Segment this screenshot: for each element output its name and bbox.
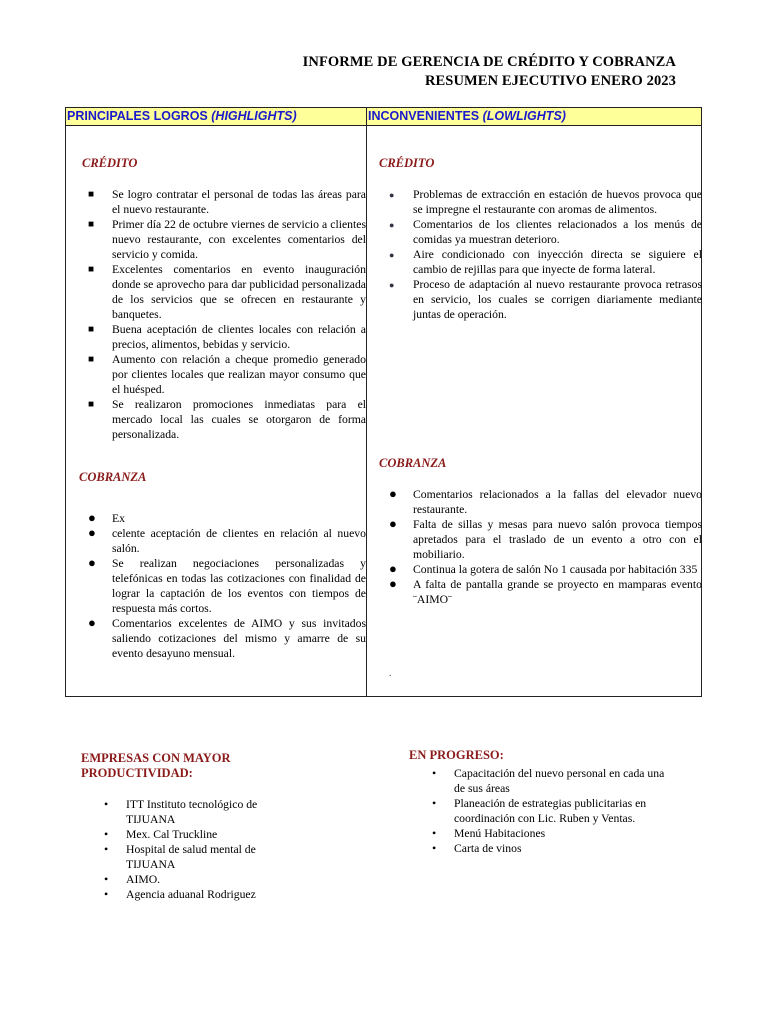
progreso-list <box>430 766 670 856</box>
summary-table <box>65 107 702 697</box>
empresa-item <box>102 872 292 887</box>
bullet-icon: ■ <box>88 219 95 230</box>
highlight-credito-item-text: Se logro contratar el personal de todas las áreas para el nuevo restaurante. <box>112 188 366 216</box>
lowlight-credito-item <box>367 217 702 247</box>
lowlight-credito-item-text: Problemas de extracción en estación de huevos provoca que se impregne el restaurante con aromas de alimentos. <box>413 188 702 216</box>
progreso-item <box>430 826 670 841</box>
bullet-icon: ■ <box>88 354 95 365</box>
empresa-item <box>102 842 292 872</box>
bullet-icon: • <box>432 841 437 855</box>
bullet-icon: ● <box>88 525 96 540</box>
highlight-credito-item <box>66 217 366 262</box>
bullet-icon: • <box>104 872 109 886</box>
highlight-cobranza-item-text: Ex <box>112 512 125 525</box>
highlight-cobranza-item <box>66 556 366 616</box>
lowlights-header <box>367 108 701 126</box>
progreso-item-text: Capacitación del nuevo personal en cada una de sus áreas <box>454 767 665 795</box>
lowlight-cobranza-item-text: Comentarios relacionados a la fallas del elevador nuevo restaurante. <box>413 488 702 516</box>
lowlights-cobranza-list <box>367 487 702 607</box>
highlight-credito-item-text: Aumento con relación a cheque promedio generado por clientes locales que realizan mayor consumo que el huésped. <box>112 353 366 396</box>
footer-mark: . <box>389 668 392 679</box>
lowlight-credito-item <box>367 277 702 322</box>
report-subtitle: RESUMEN EJECUTIVO ENERO 2023 <box>424 73 676 89</box>
lowlights-credito-title: CRÉDITO <box>379 156 435 170</box>
bullet-icon: ● <box>88 510 96 525</box>
bullet-icon: ● <box>389 486 397 501</box>
bullet-icon: ● <box>88 615 96 630</box>
highlight-cobranza-item-text: celente aceptación de clientes en relación al nuevo salón. <box>112 527 366 555</box>
highlight-cobranza-item <box>66 616 366 661</box>
lowlight-credito-item <box>367 187 702 217</box>
highlights-cobranza-title: COBRANZA <box>79 470 147 484</box>
bullet-icon: ● <box>88 555 96 570</box>
bullet-icon: ● <box>389 280 395 290</box>
highlight-credito-item-text: Buena aceptación de clientes locales con relación a precios, alimentos, bebidas y servicio. <box>112 323 366 351</box>
bullet-icon: • <box>104 887 109 901</box>
lowlights-credito-list <box>367 187 702 322</box>
highlight-credito-item <box>66 262 366 322</box>
lowlight-cobranza-item-text: Continua la gotera de salón No 1 causada por habitación 335 <box>413 563 698 576</box>
lowlight-cobranza-item-text: Falta de sillas y mesas para nuevo salón provoca tiempos apretados para el traslado de un evento a otro con el mobiliario. <box>413 518 702 561</box>
lowlight-credito-item <box>367 247 702 277</box>
empresa-item-text: Hospital de salud mental de TIJUANA <box>126 843 256 871</box>
bullet-icon: • <box>104 797 109 811</box>
bullet-icon: • <box>104 827 109 841</box>
highlights-credito-title: CRÉDITO <box>82 156 138 170</box>
progreso-item <box>430 796 670 826</box>
bullet-icon: ● <box>389 190 395 200</box>
empresa-item-text: Agencia aduanal Rodriguez <box>126 888 256 901</box>
empresa-item-text: ITT Instituto tecnológico de TIJUANA <box>126 798 258 826</box>
progreso-item <box>430 766 670 796</box>
highlights-heading-italic: (HIGHLIGHTS) <box>211 109 297 123</box>
highlight-cobranza-item <box>66 526 366 556</box>
lowlights-cobranza-title: COBRANZA <box>379 456 447 470</box>
lowlight-cobranza-item <box>367 487 702 517</box>
highlight-credito-item-text: Excelentes comentarios en evento inauguración donde se aprovecho para dar publicidad personalizada de los servicios que se ofrecen en restaurante y banquetes. <box>112 263 366 321</box>
bullet-icon: ■ <box>88 264 95 275</box>
highlights-heading: PRINCIPALES LOGROS <box>67 109 208 123</box>
bullet-icon: • <box>104 842 109 856</box>
progreso-title: EN PROGRESO: <box>409 748 504 762</box>
bullet-icon: ■ <box>88 399 95 410</box>
bullet-icon: ● <box>389 220 395 230</box>
lowlight-cobranza-item <box>367 577 702 607</box>
progreso-item <box>430 841 670 856</box>
lowlight-cobranza-item-text: A falta de pantalla grande se proyecto en mamparas evento ¨AIMO¨ <box>413 578 702 606</box>
highlight-credito-item <box>66 352 366 397</box>
highlight-credito-item <box>66 322 366 352</box>
progreso-item-text: Planeación de estrategias publicitarias en coordinación con Lic. Ruben y Ventas. <box>454 797 647 825</box>
highlight-cobranza-item <box>66 511 366 526</box>
empresa-item <box>102 827 292 842</box>
progreso-item-text: Carta de vinos <box>454 842 522 855</box>
bullet-icon: ● <box>389 516 397 531</box>
bullet-icon: ● <box>389 250 395 260</box>
lowlight-credito-item-text: Proceso de adaptación al nuevo restaurante provoca retrasos en servicio, los cuales se corrigen diariamente mediante juntas de operación. <box>413 278 702 321</box>
highlights-cobranza-list <box>66 511 366 661</box>
highlight-cobranza-item-text: Comentarios excelentes de AIMO y sus invitados saliendo cotizaciones del mismo y amarre de su evento desayuno mensual. <box>112 617 366 660</box>
highlight-credito-item-text: Se realizaron promociones inmediatas para el mercado local las cuales se otorgaron de forma personalizada. <box>112 398 366 441</box>
lowlights-heading: INCONVENIENTES <box>368 109 480 123</box>
highlight-cobranza-item-text: Se realizan negociaciones personalizadas y telefónicas en todas las cotizaciones con finalidad de lograr la captación de los eventos con tiempos de respuesta más cortos. <box>112 557 366 615</box>
empresas-list <box>102 797 292 902</box>
empresa-item <box>102 797 292 827</box>
empresas-title: EMPRESAS CON MAYOR PRODUCTIVIDAD: <box>81 751 231 780</box>
bullet-icon: ■ <box>88 189 95 200</box>
highlights-credito-list <box>66 187 366 442</box>
lowlight-credito-item-text: Aire condicionado con inyección directa se siguiere el cambio de rejillas para que inyecte de forma lateral. <box>413 248 702 276</box>
lowlights-heading-italic: (LOWLIGHTS) <box>482 109 566 123</box>
empresa-item <box>102 887 292 902</box>
lowlight-cobranza-item <box>367 562 702 577</box>
highlights-header <box>66 108 366 126</box>
bullet-icon: ● <box>389 576 397 591</box>
highlight-credito-item <box>66 397 366 442</box>
report-title: INFORME DE GERENCIA DE CRÉDITO Y COBRANZA <box>302 54 676 70</box>
bullet-icon: • <box>432 826 437 840</box>
bullet-icon: • <box>432 796 437 810</box>
lowlight-cobranza-item <box>367 517 702 562</box>
bullet-icon: • <box>432 766 437 780</box>
highlight-credito-item <box>66 187 366 217</box>
empresa-item-text: AIMO. <box>126 873 161 886</box>
bullet-icon: ● <box>389 561 397 576</box>
progreso-item-text: Menú Habitaciones <box>454 827 546 840</box>
bullet-icon: ■ <box>88 324 95 335</box>
lowlight-credito-item-text: Comentarios de los clientes relacionados a los menús de comidas ya muestran deterioro. <box>413 218 702 246</box>
empresa-item-text: Mex. Cal Truckline <box>126 828 218 841</box>
highlight-credito-item-text: Primer día 22 de octubre viernes de servicio a clientes nuevo restaurante, con excelentes comentarios del servicio y comida. <box>112 218 366 261</box>
